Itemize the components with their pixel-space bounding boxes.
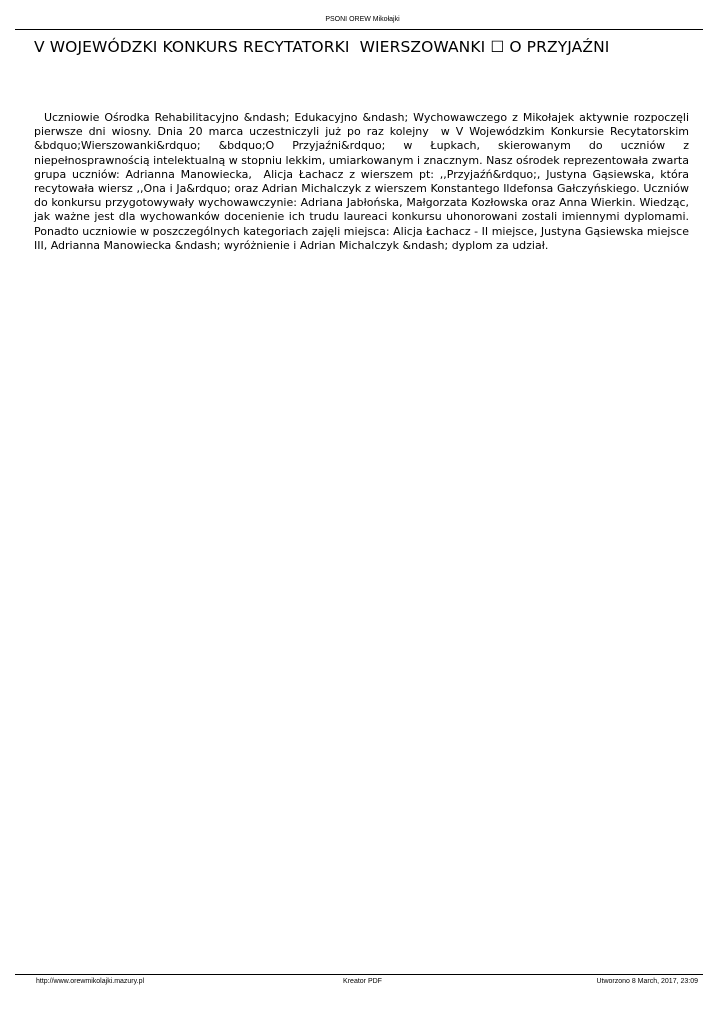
- header-divider: [15, 29, 703, 30]
- footer-created-date: Utworzono 8 March, 2017, 23:09: [596, 978, 698, 985]
- page-header: PSONI OREW Mikołajki: [325, 16, 400, 23]
- footer-url: http://www.orewmikolajki.mazury.pl: [36, 978, 145, 985]
- footer-generator: Kreator PDF: [343, 978, 382, 985]
- article-body: Uczniowie Ośrodka Rehabilitacyjno &ndash; Edukacyjno &ndash; Wychowawczego z Mikołajek aktywnie rozpoczęli pierwsze dni wiosny. Dnia 20 marca uczestniczyli już po raz kolejny w V Wojewódzkim Konkursie Recytatorskim &bdquo;Wierszowanki&rdquo; &bdquo;O Przyjaźni&rdquo; w Łupkach, skierowanym do uczniów z niepełnosprawnością intelektualną w stopniu lekkim, umiarkowanym i znacznym. Nasz ośrodek reprezentowała zwarta grupa uczniów: Adrianna Manowiecka, Alicja Łachacz z wierszem pt: ,,Przyjaźń&rdquo;, Justyna Gąsiewska, która recytowała wiersz ,,Ona i Ja&rdquo; oraz Adrian Michalczyk z wierszem Konstantego Ildefonsa Gałczyńskiego. Uczniów do konkursu przygotowywały wychowawczynie: Adriana Jabłońska, Małgorzata Kozłowska oraz Anna Wierkin. Wiedząc, jak ważne jest dla wychowanków docenienie ich trudu laureaci konkursu uhonorowani zostali imiennymi dyplomami. Ponadto uczniowie w poszczególnych kategoriach zajęli miejsca: Alicja Łachacz - II miejsce, Justyna Gąsiewska miejsce III, Adrianna Manowiecka &ndash; wyróżnienie i Adrian Michalczyk &ndash; dyplom za udział.: [34, 111, 693, 252]
- article-title: V WOJEWÓDZKI KONKURS RECYTATORKI WIERSZOWANKI ☐ O PRZYJAŹNI: [34, 38, 610, 56]
- page-footer: [0, 977, 725, 987]
- footer-divider: [15, 974, 703, 975]
